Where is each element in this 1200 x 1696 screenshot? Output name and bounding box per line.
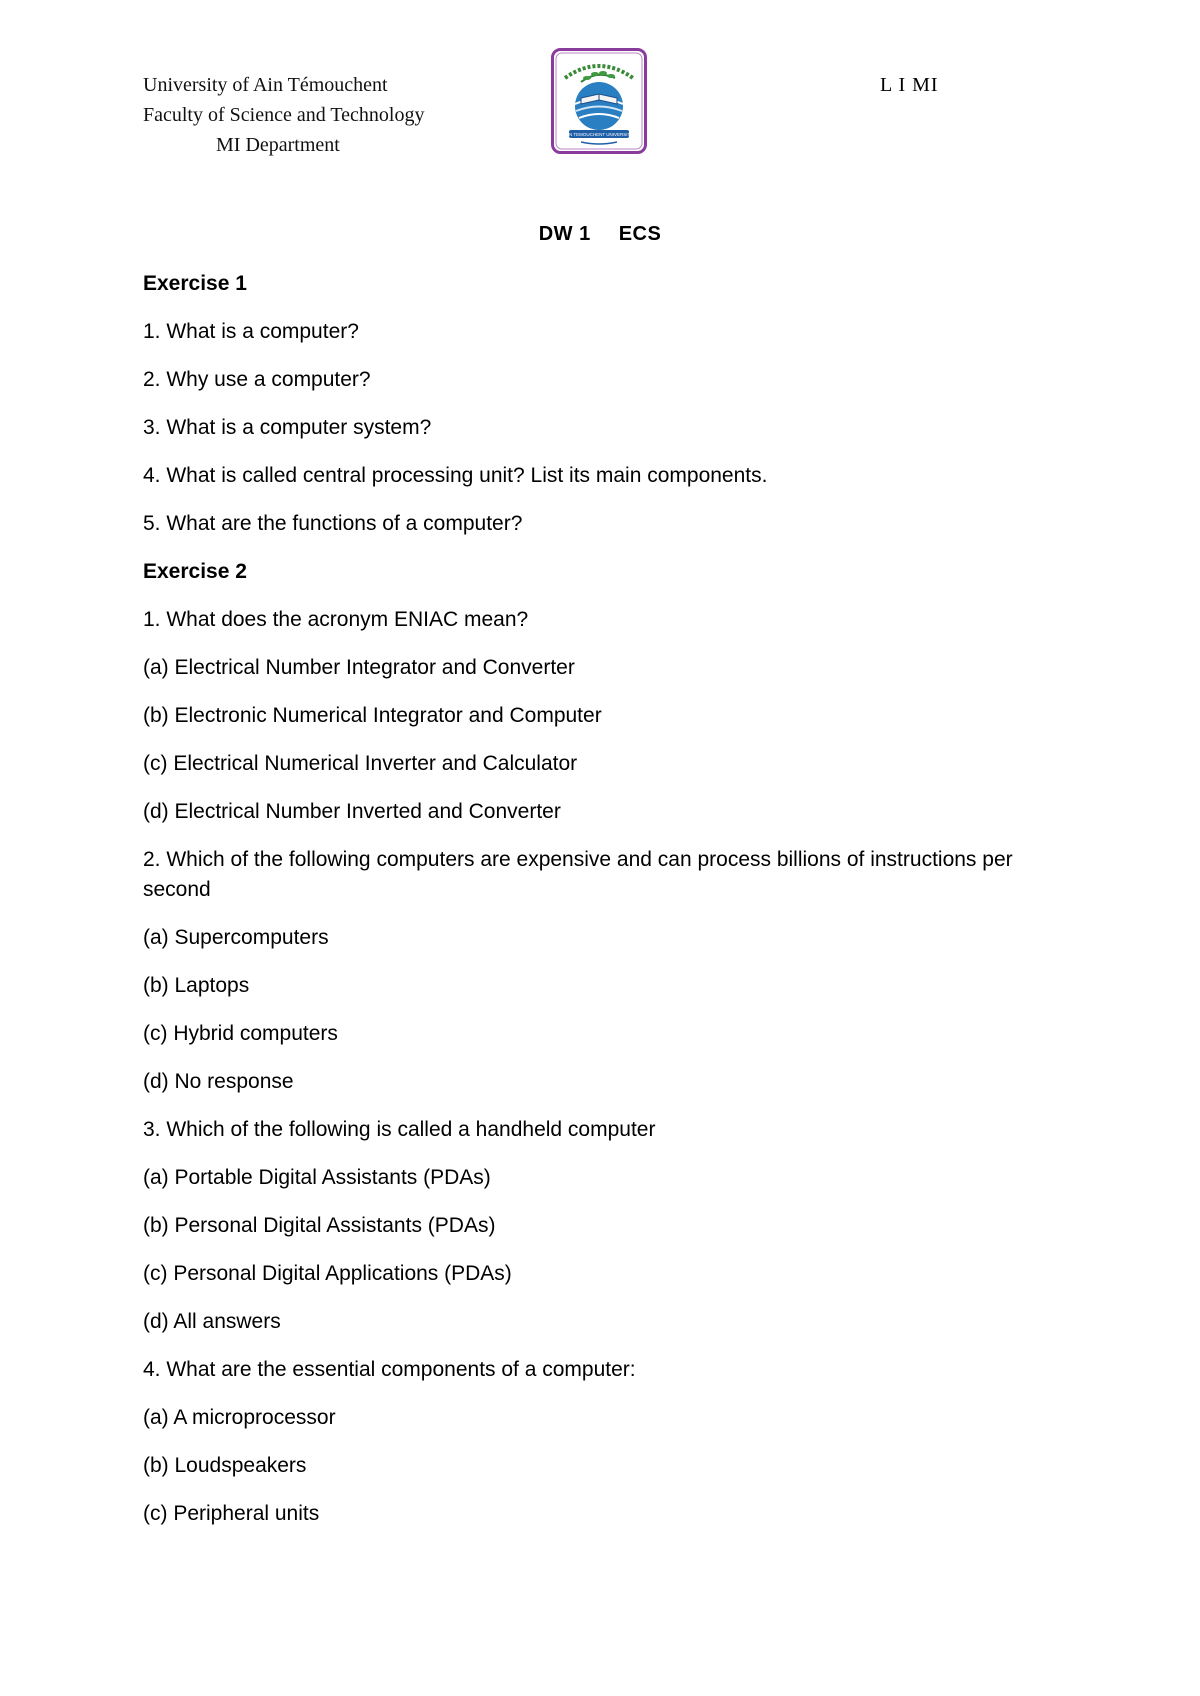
answer-option: (a) A microprocessor: [143, 1406, 336, 1429]
answer-option: (b) Electronic Numerical Integrator and Computer: [143, 704, 602, 727]
answer-option: (d) No response: [143, 1070, 294, 1093]
answer-option: (b) Loudspeakers: [143, 1454, 307, 1477]
document-title: [0, 223, 1200, 246]
answer-option: (d) Electrical Number Inverted and Converter: [143, 800, 561, 823]
question: 3. Which of the following is called a handheld computer: [143, 1118, 656, 1141]
answer-option: (a) Portable Digital Assistants (PDAs): [143, 1166, 491, 1189]
logo-banner-text: AIN TEMOUCHENT UNIVERSITY: [564, 132, 634, 137]
question: 4. What is called central processing unit? List its main components.: [143, 464, 768, 487]
institution-block: [143, 70, 424, 160]
answer-option: (c) Peripheral units: [143, 1502, 320, 1525]
question: 1. What does the acronym ENIAC mean?: [143, 608, 529, 631]
faculty-name: Faculty of Science and Technology: [143, 104, 425, 126]
question: 1. What is a computer?: [143, 320, 359, 343]
answer-option: (c) Hybrid computers: [143, 1022, 338, 1045]
class-level: L I MI: [880, 74, 939, 96]
document-body: [143, 269, 1043, 1547]
answer-option: (a) Electrical Number Integrator and Converter: [143, 656, 575, 679]
answer-option: (b) Personal Digital Assistants (PDAs): [143, 1214, 496, 1237]
university-name: University of Ain Témouchent: [143, 74, 388, 96]
question: 5. What are the functions of a computer?: [143, 512, 523, 535]
answer-option: (a) Supercomputers: [143, 926, 329, 949]
answer-option: (d) All answers: [143, 1310, 281, 1333]
exercise-2-heading: Exercise 2: [143, 560, 247, 583]
answer-option: (c) Personal Digital Applications (PDAs): [143, 1262, 512, 1285]
answer-option: (b) Laptops: [143, 974, 250, 997]
answer-option: (c) Electrical Numerical Inverter and Calculator: [143, 752, 578, 775]
question: 4. What are the essential components of a computer:: [143, 1358, 636, 1381]
question: 3. What is a computer system?: [143, 416, 432, 439]
exercise-1-heading: Exercise 1: [143, 272, 247, 295]
question: 2. Which of the following computers are expensive and can process billions of instructions per second: [143, 848, 1013, 901]
question: 2. Why use a computer?: [143, 368, 371, 391]
university-logo: [551, 48, 647, 154]
department-name: MI Department: [216, 134, 340, 156]
title-course: ECS: [618, 223, 662, 245]
title-assignment: DW 1: [538, 223, 591, 245]
